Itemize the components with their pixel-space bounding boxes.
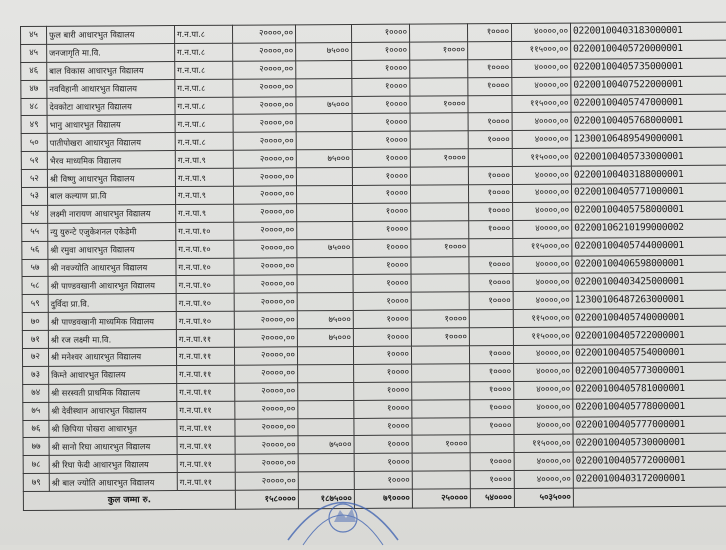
grant-cell [296,168,352,186]
amount-cell: २००००,०० [233,78,296,96]
allocation-cell: १०००० [468,113,512,131]
allocation-cell: १०००० [468,185,512,203]
row-total-cell: ४००००,०० [513,274,572,292]
fund-cell: १०००० [353,346,411,364]
grant-cell [297,275,353,293]
row-total-cell: ११५०००,०० [512,41,571,59]
school-name-cell: श्री रमुवा आधारभुत विद्यालय [48,240,176,259]
school-name-cell: श्री पाण्डवखानी माध्यमिक विद्यालय [48,312,176,331]
grant-cell: ७५००० [297,239,353,257]
grant-cell: ७५००० [296,96,352,114]
account-number-cell: 02200100403172000001 [573,469,726,488]
address-cell: ग.न.पा.८ [175,115,233,133]
allocation-cell: १०००० [470,399,514,417]
serial-number-cell: ७२ [22,348,48,366]
serial-number-cell: ४९ [21,116,47,134]
row-total-cell: ११५०००,०० [513,309,572,327]
address-cell: ग.न.पा.९ [175,150,233,168]
account-number-cell: 02200100407522000001 [571,76,726,95]
allocation-cell: १०००० [470,471,514,489]
row-total-cell: ४००००,०० [512,59,571,77]
grant-cell [297,203,353,221]
amount-cell: २००००,०० [234,240,297,258]
account-number-cell: 02200100405735000001 [571,58,726,77]
address-cell: ग.न.पा.११ [177,365,235,383]
allocation-cell: १०००० [469,346,513,364]
row-total-cell: ४००००,०० [513,202,572,220]
amount-cell: २००००,०० [235,401,298,419]
school-name-cell: श्री रिघा फेदी आधारभुत विद्यालय [49,455,177,474]
serial-number-cell: ७५ [23,402,49,420]
row-total-cell: ४००००,०० [513,256,572,274]
grant-cell [296,78,352,96]
address-cell: ग.न.पा.१० [176,276,234,294]
grant-cell [296,114,352,132]
amount-cell: २००००,०० [232,25,295,43]
school-name-cell: श्री छिपिया पोखरा आधारभुत [49,419,177,438]
support-cell [412,453,470,471]
serial-number-cell: ५९ [22,295,48,313]
serial-number-cell: ४६ [21,62,47,80]
grant-cell [297,257,353,275]
account-number-cell: 02200100405733000001 [571,147,726,166]
grant-cell [298,400,354,418]
amount-cell: २००००,०० [235,472,298,490]
support-cell [411,292,469,310]
school-name-cell: दुर्विदा प्रा.वि. [48,294,176,313]
serial-number-cell: ५३ [21,187,47,205]
total-c9-cell: ५०३५००० [514,488,573,507]
grant-cell: ७५००० [298,436,354,454]
amount-cell: २००००,०० [233,96,296,114]
address-cell: ग.न.पा.८ [175,97,233,115]
support-cell [409,24,467,42]
support-cell [411,274,469,292]
serial-number-cell: ७४ [23,384,49,402]
support-cell: १०००० [411,238,469,256]
grant-cell [295,24,351,42]
allocation-cell [468,41,512,59]
serial-number-cell: ७६ [23,420,49,438]
support-cell [411,346,469,364]
grant-cell [298,364,354,382]
serial-number-cell: ५५ [22,223,48,241]
allocation-cell: १०००० [469,274,513,292]
support-cell [410,185,468,203]
allocation-cell: १०००० [468,77,512,95]
fund-cell: १०००० [354,400,412,418]
school-budget-table [20,22,726,511]
address-cell: ग.न.पा.१० [176,294,234,312]
row-total-cell: ४००००,०० [514,399,573,417]
support-cell [411,256,469,274]
school-name-cell: बाल विकास आधारभुत विद्यालय [47,61,175,80]
fund-cell: १०००० [351,24,409,42]
row-total-cell: ४००००,०० [513,291,572,309]
allocation-cell [468,95,512,113]
account-number-cell: 02200100405781000001 [573,380,726,399]
grant-cell [297,347,353,365]
serial-number-cell: ४८ [21,98,47,116]
amount-cell: २००००,०० [235,418,298,436]
row-total-cell: ४००००,०० [512,77,571,95]
total-c5-cell: १८७५००० [298,490,354,509]
account-number-cell: 02200100405758000001 [572,201,726,220]
grant-cell [297,221,353,239]
serial-number-cell: ५१ [21,152,47,170]
row-total-cell: ११५०००,०० [513,238,572,256]
address-cell: ग.न.पा.९ [175,186,233,204]
row-total-cell: ४००००,०० [514,363,573,381]
school-name-cell: श्री पाण्डवखानी आधारभुत विद्यालय [48,276,176,295]
row-total-cell: ४००००,०० [513,345,572,363]
grant-cell [298,382,354,400]
amount-cell: २००००,०० [235,383,298,401]
row-total-cell: ४००००,०० [514,453,573,471]
fund-cell: १०००० [353,239,411,257]
school-name-cell: किम्ते आधारभुत विद्यालय [49,365,177,384]
school-name-cell: श्री सरस्वती प्राथमिक विद्यालय [49,383,177,402]
allocation-cell: १०००० [470,453,514,471]
support-cell: १०००० [411,328,469,346]
allocation-cell [469,310,513,328]
serial-number-cell: ५६ [22,241,48,259]
fund-cell: १०००० [352,149,410,167]
grant-cell: ७५००० [296,42,352,60]
fund-cell: १०००० [352,167,410,185]
serial-number-cell: ७३ [23,366,49,384]
serial-number-cell: ४५ [21,44,47,62]
account-number-cell: 02200100405730000001 [573,434,726,453]
support-cell [412,471,470,489]
allocation-cell: १०००० [470,417,514,435]
account-number-cell: 02200100405740000001 [572,308,726,327]
account-number-cell: 02200100405773000001 [573,362,726,381]
address-cell: ग.न.पा.११ [177,419,235,437]
address-cell: ग.न.पा.११ [176,329,234,347]
support-cell [412,364,470,382]
address-cell: ग.न.पा.८ [175,79,233,97]
account-number-cell: 02200100405720000001 [571,40,726,59]
address-cell: ग.न.पा.१० [176,311,234,329]
fund-cell: १०००० [353,221,411,239]
amount-cell: २००००,०० [233,114,296,132]
fund-cell: १०००० [353,328,411,346]
fund-cell: १०००० [352,42,410,60]
amount-cell: २००००,०० [235,365,298,383]
account-number-cell: 02200100405754000001 [572,344,726,363]
amount-cell: २००००,०० [234,311,297,329]
serial-number-cell: ७० [22,313,48,331]
fund-cell: १०००० [352,78,410,96]
amount-cell: २००००,०० [235,436,298,454]
account-number-cell: 02200100403188000001 [571,165,726,184]
allocation-cell: १०००० [470,381,514,399]
support-cell [410,113,468,131]
grant-cell: ७५००० [297,329,353,347]
amount-cell: २००००,०० [233,132,296,150]
amount-cell: २००००,०० [233,186,296,204]
serial-number-cell: ७१ [22,330,48,348]
row-total-cell: ४००००,०० [512,113,571,131]
account-number-cell: 02200100405778000001 [573,398,726,417]
total-label: कुल जम्मा रु. [23,490,235,510]
fund-cell: १०००० [352,60,410,78]
support-cell [412,399,470,417]
serial-number-cell: ५० [21,134,47,152]
address-cell: ग.न.पा.११ [177,437,235,455]
allocation-cell [468,149,512,167]
fund-cell: १०००० [354,382,412,400]
grant-cell [297,293,353,311]
grant-cell: ७५००० [296,150,352,168]
serial-number-cell: ५४ [22,205,48,223]
support-cell [410,131,468,149]
school-name-cell: बाल कल्याण प्रा.वि [47,187,175,206]
allocation-cell [470,435,514,453]
amount-cell: २००००,०० [233,61,296,79]
row-total-cell: ४००००,०० [514,417,573,435]
school-name-cell: श्री मनेश्वर आधारभुत विद्यालय [48,348,176,367]
amount-cell: २००००,०० [233,150,296,168]
allocation-cell: १०००० [470,363,514,381]
account-number-cell: 12300106489549000001 [571,130,726,149]
support-cell: १०००० [410,149,468,167]
account-number-cell: 02200100406598000001 [572,255,726,274]
allocation-cell: १०००० [468,131,512,149]
support-cell [410,60,468,78]
fund-cell: १०००० [354,418,412,436]
row-total-cell: ४००००,०० [512,166,571,184]
fund-cell: १०००० [352,114,410,132]
school-name-cell: फुल बारी आधारभुत विद्यालय [47,26,175,45]
school-name-cell: श्री विष्णु आधारभुत विद्यालय [47,169,175,188]
row-total-cell: ४००००,०० [512,130,571,148]
serial-number-cell: ७७ [23,438,49,456]
row-total-cell: ४००००,०० [511,23,570,41]
school-name-cell: देवकोटा आधारभुत विद्यालय [47,97,175,116]
row-total-cell: ११५०००,०० [514,435,573,453]
support-cell: १०००० [411,310,469,328]
fund-cell: १०००० [352,185,410,203]
address-cell: ग.न.पा.९ [176,204,234,222]
grant-cell [296,132,352,150]
amount-cell: २००००,०० [234,222,297,240]
amount-cell: २००००,०० [234,275,297,293]
account-number-cell: 02200100405777000001 [573,416,726,435]
account-number-cell: 02200100403425000001 [572,273,726,292]
amount-cell: २००००,०० [234,257,297,275]
grant-cell [296,60,352,78]
account-number-cell: 02200100405772000001 [573,452,726,471]
grant-cell [298,418,354,436]
amount-cell: २००००,०० [234,293,297,311]
support-cell [412,382,470,400]
address-cell: ग.न.पा.८ [175,43,233,61]
address-cell: ग.न.पा.११ [177,401,235,419]
school-name-cell: पातीपोखरा आधारभुत विद्यालय [47,133,175,152]
school-name-cell: नवविहानी आधारभुत विद्यालय [47,79,175,98]
school-name-cell: भानु आधारभुत विद्यालय [47,115,175,134]
allocation-cell [469,238,513,256]
school-name-cell: श्री बाल ज्योति आधारभुत विद्यालय [49,473,177,492]
fund-cell: १०००० [353,275,411,293]
allocation-cell [469,328,513,346]
fund-cell: १०००० [353,292,411,310]
school-name-cell: लक्ष्मी नारायण आधारभुत विद्यालय [48,204,176,223]
address-cell: ग.न.पा.११ [176,347,234,365]
serial-number-cell: ५७ [22,259,48,277]
address-cell: ग.न.पा.११ [177,472,235,490]
school-name-cell: श्री देवीस्थान आधारभुत विद्यालय [49,401,177,420]
school-name-cell: श्री सानो रिघा आधारभुत विद्यालय [49,437,177,456]
budget-table-sheet [20,22,723,511]
allocation-cell: १०००० [468,167,512,185]
row-total-cell: ४००००,०० [513,220,572,238]
allocation-cell: १०००० [469,256,513,274]
account-number-cell: 02200100405747000001 [571,94,726,113]
support-cell [411,203,469,221]
total-c6-cell: ७९०००० [354,489,412,508]
amount-cell: २००००,०० [234,204,297,222]
address-cell: ग.न.पा.८ [175,133,233,151]
table-body [21,22,726,510]
school-name-cell: न्यु युरुन्टे एजुकेशनल एकेडेमी [48,222,176,241]
account-number-cell: 02200100405771000001 [571,183,726,202]
support-cell [412,417,470,435]
fund-cell: १०००० [352,131,410,149]
row-total-cell: ४००००,०० [512,184,571,202]
fund-cell: १०००० [354,471,412,489]
row-total-cell: ४००००,०० [514,381,573,399]
serial-number-cell: ७९ [23,474,49,492]
amount-cell: २००००,०० [235,454,298,472]
fund-cell: १०००० [354,453,412,471]
account-number-cell: 02200100403183000001 [570,22,726,41]
school-name-cell: श्री रज लक्ष्मी मा.वि. [48,330,176,349]
amount-cell: २००००,०० [234,347,297,365]
fund-cell: १०००० [352,96,410,114]
fund-cell: १०००० [354,436,412,454]
fund-cell: १०००० [353,203,411,221]
address-cell: ग.न.पा.११ [177,455,235,473]
row-total-cell: ११५०००,०० [512,95,571,113]
school-name-cell: श्री नवज्योति आधारभुत विद्यालय [48,258,176,277]
total-c8-cell: ५४०००० [470,489,514,508]
account-number-cell: 02200106210199000002 [572,219,726,238]
support-cell: १०००० [410,95,468,113]
serial-number-cell: ५८ [22,277,48,295]
total-code-cell [573,487,726,507]
support-cell [410,167,468,185]
total-c4-cell: १५८०००० [235,490,298,509]
fund-cell: १०००० [354,364,412,382]
support-cell [411,221,469,239]
serial-number-cell: ५२ [21,169,47,187]
account-number-cell: 12300106487263000001 [572,291,726,310]
total-c7-cell: २५०००० [412,489,470,508]
grant-cell: ७५००० [297,311,353,329]
allocation-cell: १०००० [469,292,513,310]
address-cell: ग.न.पा.८ [175,25,233,43]
address-cell: ग.न.पा.१० [176,222,234,240]
school-name-cell: जनजागृति मा.वि. [47,43,175,62]
serial-number-cell: ७८ [23,456,49,474]
fund-cell: १०००० [353,257,411,275]
serial-number-cell: ४५ [21,26,47,44]
allocation-cell: १०००० [469,220,513,238]
address-cell: ग.न.पा.८ [175,61,233,79]
amount-cell: २००००,०० [233,168,296,186]
serial-number-cell: ४७ [21,80,47,98]
address-cell: ग.न.पा.११ [177,383,235,401]
amount-cell: २००००,०० [233,43,296,61]
municipality-stamp [268,470,418,550]
row-total-cell: ४००००,०० [514,470,573,488]
allocation-cell: १०००० [467,23,511,41]
account-number-cell: 02200100405768000001 [571,112,726,131]
account-number-cell: 02200100405744000001 [572,237,726,256]
fund-cell: १०००० [353,310,411,328]
address-cell: ग.न.पा.१० [176,258,234,276]
support-cell: १०००० [410,42,468,60]
school-name-cell: भैरव माध्यमिक विद्यालय [47,151,175,170]
allocation-cell: १०००० [468,59,512,77]
row-total-cell: ११५०००,०० [513,327,572,345]
grant-cell [296,185,352,203]
support-cell: १०००० [412,435,470,453]
allocation-cell: १०००० [469,202,513,220]
address-cell: ग.न.पा.१० [176,240,234,258]
support-cell [410,77,468,95]
account-number-cell: 02200100405722000001 [572,326,726,345]
row-total-cell: ११५०००,०० [512,148,571,166]
amount-cell: २००००,०० [234,329,297,347]
address-cell: ग.न.पा.९ [175,168,233,186]
